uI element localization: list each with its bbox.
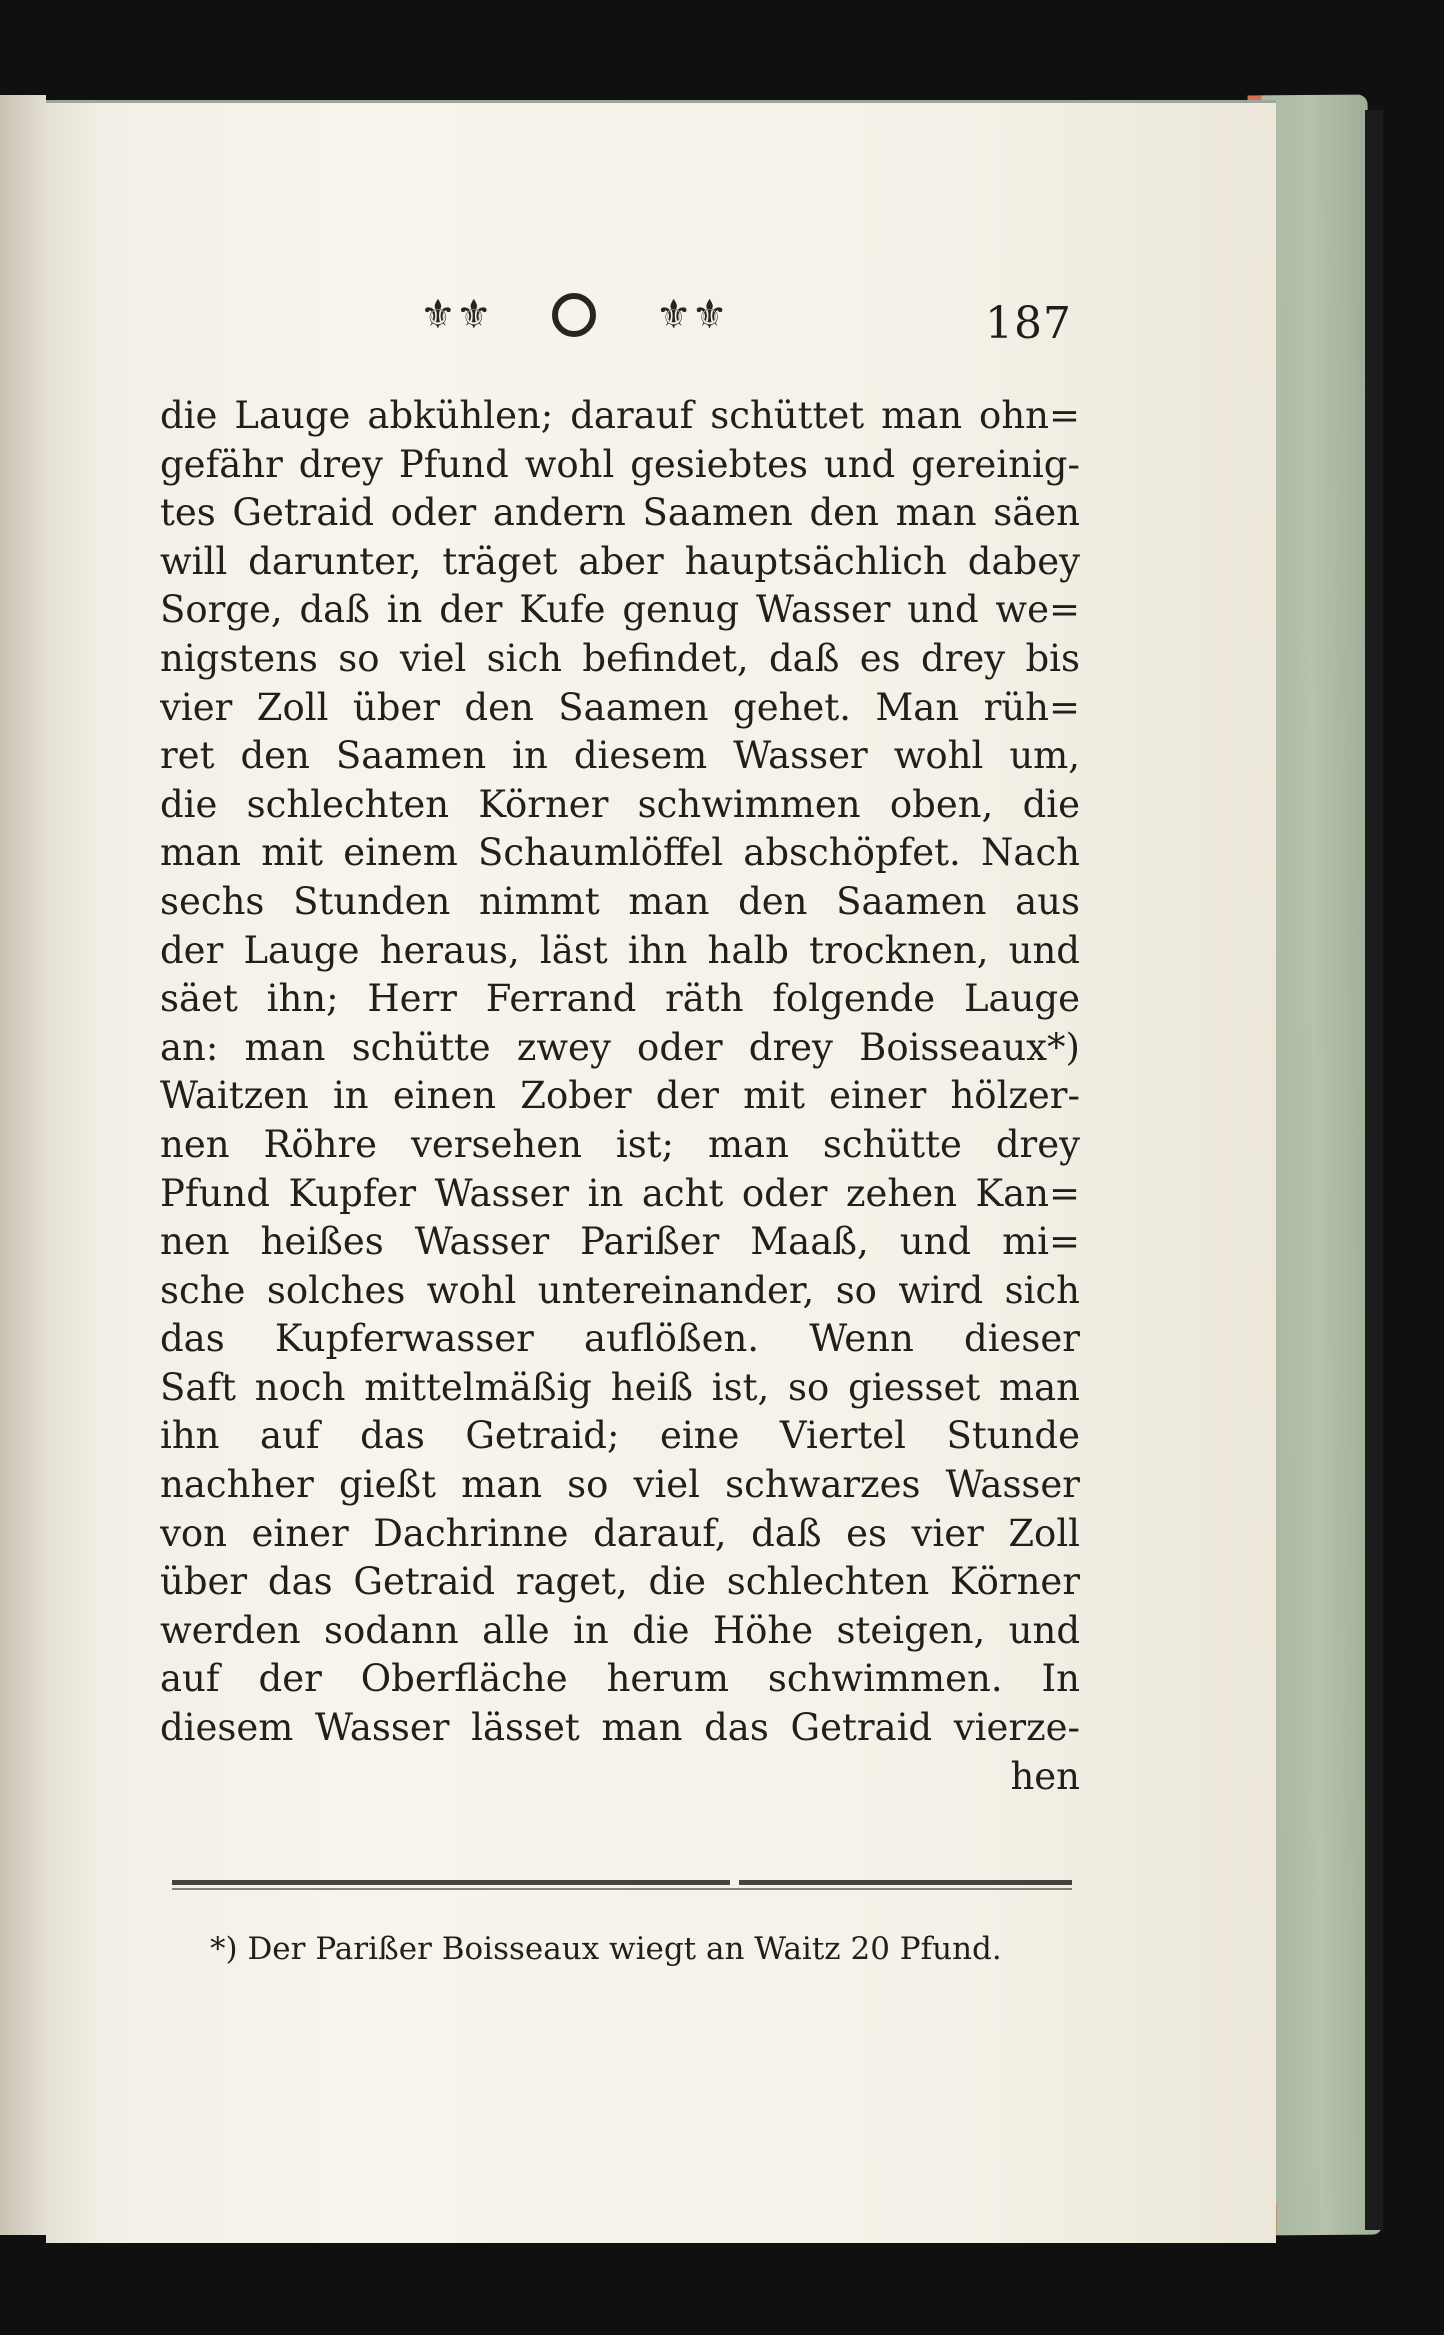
text-line: von einer Dachrinne darauf, daß es vier Zoll [160, 1511, 1080, 1555]
page-number: 187 [985, 298, 1072, 349]
footnote-separator [172, 1880, 1072, 1885]
text-line: das Kupferwasser auflößen. Wenn dieser [160, 1317, 1080, 1361]
text-line: tes Getraid oder andern Saamen den man säen [160, 491, 1080, 535]
text-line: nen heißes Wasser Parißer Maaß, und mi= [160, 1220, 1080, 1264]
facing-page-edge [0, 95, 46, 2235]
cover-shadow [1365, 110, 1383, 2230]
text-line: diesem Wasser lässet man das Getraid vierze- [160, 1706, 1080, 1750]
text-line: ret den Saamen in diesem Wasser wohl um, [160, 734, 1080, 778]
catchword: hen [1010, 1754, 1080, 1798]
text-line: nigstens so viel sich befindet, daß es drey bis [160, 636, 1080, 680]
text-line: werden sodann alle in die Höhe steigen, und [160, 1608, 1080, 1652]
text-line: Waitzen in einen Zober der mit einer hölzer- [160, 1074, 1080, 1118]
footnote-separator-thin [172, 1888, 1072, 1890]
fleuron-icon: ⚜⚜ [420, 292, 492, 338]
text-line: gefähr drey Pfund wohl gesiebtes und gereinig- [160, 442, 1080, 486]
text-line: die schlechten Körner schwimmen oben, die [160, 782, 1080, 826]
ring-ornament-icon [552, 293, 596, 337]
body-text [160, 392, 1080, 1801]
text-line: Saft noch mittelmäßig heiß ist, so giesset man [160, 1365, 1080, 1409]
text-line: nachher gießt man so viel schwarzes Wasser [160, 1463, 1080, 1507]
text-line: vier Zoll über den Saamen gehet. Man rüh= [160, 685, 1080, 729]
text-line: man mit einem Schaumlöffel abschöpfet. Nach [160, 831, 1080, 875]
text-line: über das Getraid raget, die schlechten Körner [160, 1560, 1080, 1604]
footnote: *) Der Parißer Boisseaux wiegt an Waitz 20 Pfund. [210, 1931, 1002, 1967]
text-line: die Lauge abkühlen; darauf schüttet man ohn= [160, 394, 1080, 437]
text-line: ihn auf das Getraid; eine Viertel Stunde [160, 1414, 1080, 1458]
fleuron-icon: ⚜⚜ [655, 292, 728, 338]
text-line: sechs Stunden nimmt man den Saamen aus [160, 879, 1080, 923]
text-line: will darunter, träget aber hauptsächlich dabey [160, 539, 1080, 583]
header-ornament [420, 290, 1080, 340]
text-line: Pfund Kupfer Wasser in acht oder zehen Kan= [160, 1171, 1080, 1215]
text-line: Sorge, daß in der Kufe genug Wasser und we= [160, 588, 1080, 632]
text-line: säet ihn; Herr Ferrand räth folgende Lauge [160, 977, 1080, 1021]
text-line: an: man schütte zwey oder drey Boisseaux*) [160, 1025, 1080, 1069]
text-line: der Lauge heraus, läst ihn halb trocknen, und [160, 928, 1080, 972]
text-line: auf der Oberfläche herum schwimmen. In [160, 1657, 1080, 1701]
text-line: sche solches wohl untereinander, so wird sich [160, 1268, 1080, 1312]
text-line: nen Röhre versehen ist; man schütte drey [160, 1122, 1080, 1166]
